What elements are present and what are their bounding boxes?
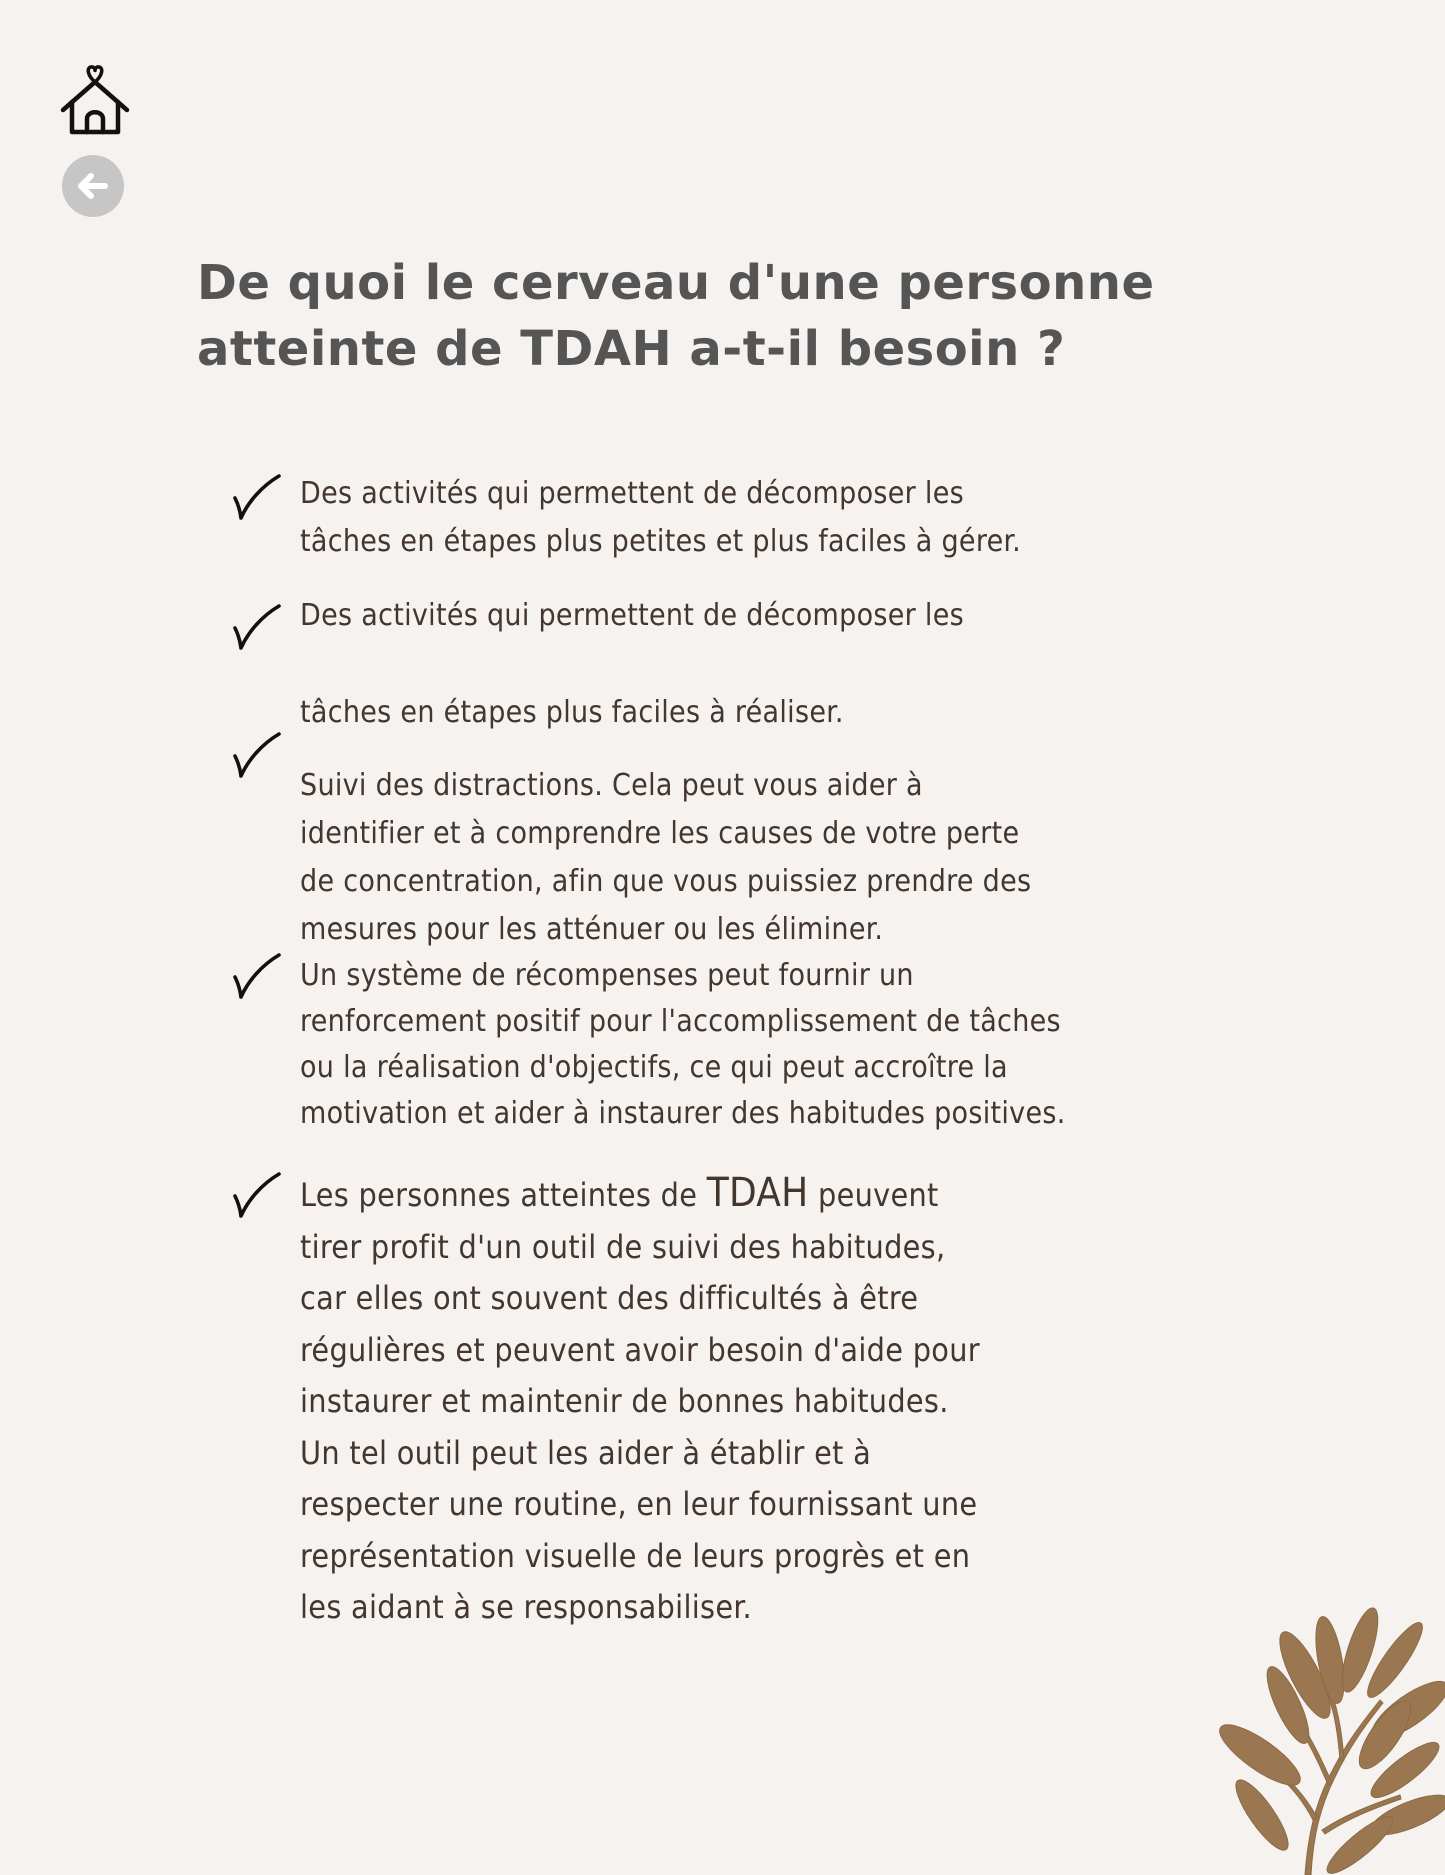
list-item-line: de concentration, afin que vous puissiez prendre des bbox=[300, 864, 1032, 899]
arrow-left-icon bbox=[76, 171, 110, 201]
list-item bbox=[300, 592, 964, 640]
list-item-line: Des activités qui permettent de décomposer les bbox=[300, 476, 964, 511]
home-icon[interactable] bbox=[60, 64, 130, 136]
list-item-line: ou la réalisation d'objectifs, ce qui peut accroître la bbox=[300, 1050, 1008, 1085]
checkmark-icon bbox=[232, 604, 282, 650]
list-item-line: respecter une routine, en leur fournissant une bbox=[300, 1485, 978, 1523]
list-item-line: mesures pour les atténuer ou les éliminer. bbox=[300, 912, 884, 947]
tdah-emphasis: TDAH bbox=[706, 1170, 809, 1216]
list-item bbox=[300, 1168, 980, 1634]
list-item-line: Un tel outil peut les aider à établir et à bbox=[300, 1433, 872, 1472]
title-line-1: De quoi le cerveau d'une personne bbox=[197, 255, 1155, 311]
checkmark-icon bbox=[232, 474, 282, 520]
list-item-line: Des activités qui permettent de décomposer les bbox=[300, 598, 964, 633]
list-item-continuation bbox=[300, 689, 844, 737]
text-fragment: Les personnes atteintes de bbox=[300, 1176, 707, 1214]
checkmark-icon bbox=[232, 1172, 282, 1218]
list-item bbox=[300, 762, 1031, 954]
title-line-2: atteinte de TDAH a-t-il besoin ? bbox=[197, 321, 1066, 377]
list-item bbox=[300, 470, 1021, 566]
list-item-line: tâches en étapes plus petites et plus faciles à gérer. bbox=[300, 524, 1021, 559]
leaf-branch-icon bbox=[1210, 1605, 1445, 1875]
list-item-line: les aidant à se responsabiliser. bbox=[300, 1588, 752, 1626]
checkmark-icon bbox=[232, 732, 282, 778]
list-item-line: tirer profit d'un outil de suivi des habitudes, bbox=[300, 1227, 946, 1266]
list-item-line: Un système de récompenses peut fournir un bbox=[300, 958, 914, 993]
list-item-line: représentation visuelle de leurs progrès et en bbox=[300, 1536, 971, 1575]
list-item-line: tâches en étapes plus faciles à réaliser. bbox=[300, 695, 844, 730]
list-item-line: régulières et peuvent avoir besoin d'aide pour bbox=[300, 1330, 980, 1369]
list-item-line: Suivi des distractions. Cela peut vous aider à bbox=[300, 768, 923, 803]
page-title bbox=[197, 250, 1197, 382]
list-item bbox=[300, 953, 1066, 1137]
checkmark-icon bbox=[232, 953, 282, 999]
back-button[interactable] bbox=[62, 155, 124, 217]
list-item-line: identifier et à comprendre les causes de votre perte bbox=[300, 816, 1020, 851]
list-item-line: renforcement positif pour l'accomplissement de tâches bbox=[300, 1004, 1061, 1039]
list-item-line: motivation et aider à instaurer des habitudes positives. bbox=[300, 1096, 1066, 1131]
list-item-line: car elles ont souvent des difficultés à être bbox=[300, 1279, 919, 1317]
text-fragment: peuvent bbox=[808, 1176, 939, 1214]
list-item-line: instaurer et maintenir de bonnes habitudes. bbox=[300, 1382, 949, 1420]
list-item-line bbox=[300, 1168, 980, 1222]
